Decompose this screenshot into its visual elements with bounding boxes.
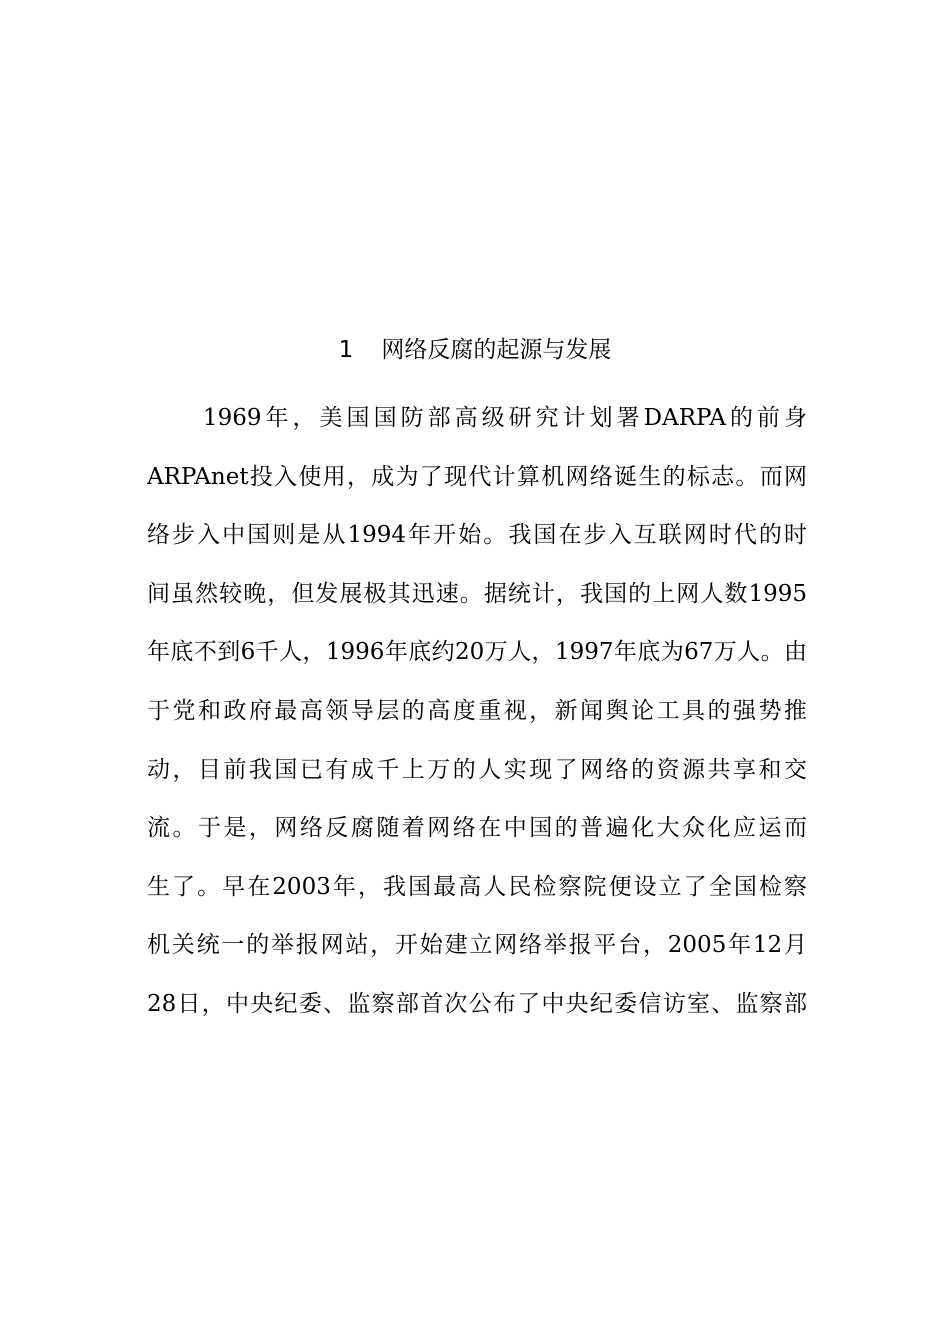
- section-heading: [0, 333, 950, 367]
- body-paragraph: [147, 389, 807, 1034]
- section-number: 1: [338, 337, 354, 363]
- paragraph-line: 生了。早在2003年，我国最高人民检察院便设立了全国检察: [147, 873, 807, 900]
- paragraph-line: 年底不到6千人，1996年底约20万人，1997年底为67万人。由: [147, 639, 807, 666]
- paragraph-line: 1969年，美国国防部高级研究计划署DARPA的前身: [203, 405, 807, 431]
- paragraph-line: 动，目前我国已有成千上万的人实现了网络的资源共享和交: [147, 756, 807, 783]
- paragraph-line: 于党和政府最高领导层的高度重视，新闻舆论工具的强势推: [147, 697, 807, 724]
- paragraph-line: 流。于是，网络反腐随着网络在中国的普遍化大众化应运而: [147, 815, 807, 842]
- paragraph-line: 机关统一的举报网站，开始建立网络举报平台，2005年12月: [147, 932, 807, 959]
- section-title: 网络反腐的起源与发展: [381, 337, 612, 363]
- paragraph-line: 间虽然较晚，但发展极其迅速。据统计，我国的上网人数1995: [147, 580, 807, 607]
- paragraph-line: 络步入中国则是从1994年开始。我国在步入互联网时代的时: [147, 522, 807, 549]
- paragraph-line: 28日，中央纪委、监察部首次公布了中央纪委信访室、监察部: [147, 990, 807, 1017]
- paragraph-line: ARPAnet投入使用，成为了现代计算机网络诞生的标志。而网: [147, 463, 807, 490]
